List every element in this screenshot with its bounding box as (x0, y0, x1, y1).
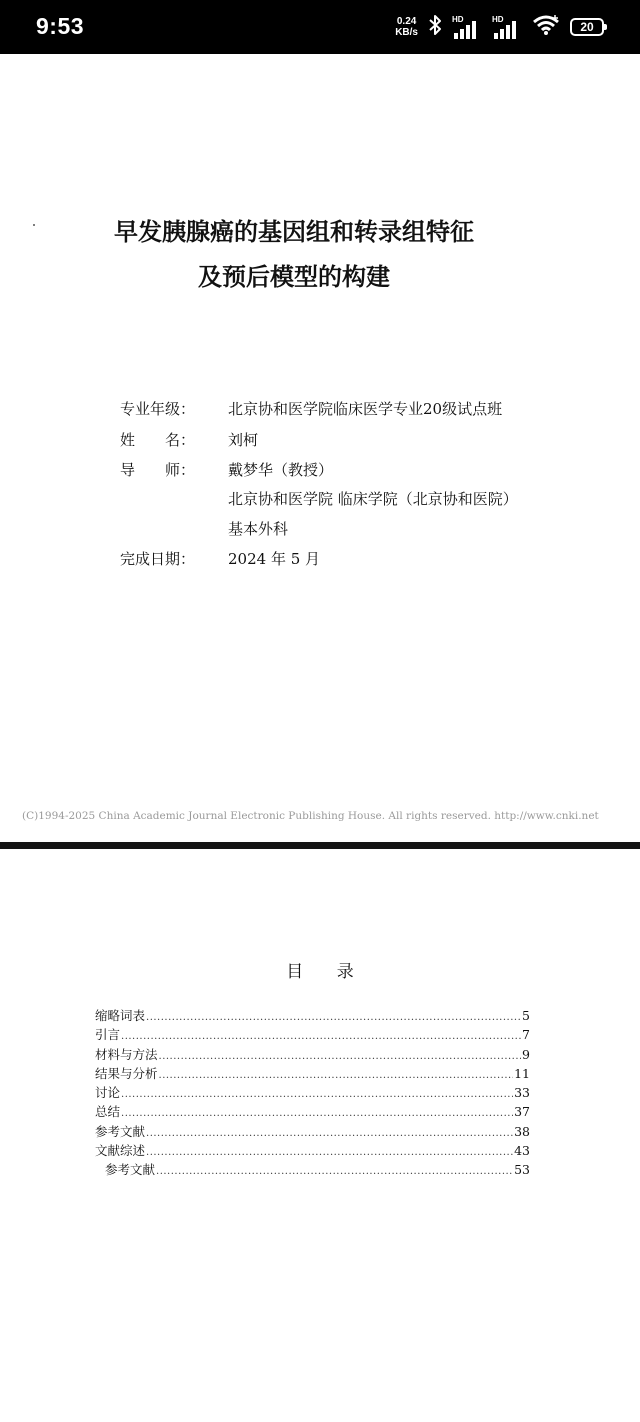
bluetooth-icon (428, 14, 442, 41)
info-value: 2024 年 5 月 (228, 550, 321, 568)
toc-entry-page: 5 (522, 1008, 530, 1023)
info-label: 姓 名： (120, 431, 196, 449)
toc-leader-dots (159, 1051, 522, 1062)
info-label: 完成日期： (120, 550, 196, 568)
toc-entry-page: 43 (514, 1143, 530, 1159)
toc-entry-label: 引言 (95, 1027, 121, 1043)
network-speed (395, 16, 418, 38)
toc-leader-dots (146, 1147, 513, 1158)
toc-entry[interactable] (95, 1006, 530, 1025)
info-value: 戴梦华（教授） (228, 461, 334, 479)
info-value: 北京协和医学院临床医学专业20级试点班 (228, 400, 503, 418)
toc-entry-label: 文献综述 (95, 1143, 146, 1159)
toc-title: 目 录 (286, 962, 368, 982)
signal-icon (452, 15, 482, 39)
toc-entry-sub[interactable] (95, 1160, 530, 1179)
hd-badge: HD (492, 15, 504, 24)
toc-entry-page: 9 (522, 1046, 530, 1062)
toc-entry-label: 参考文献 (105, 1162, 156, 1178)
toc-leader-dots (146, 1012, 521, 1023)
status-icons (395, 12, 604, 42)
hd-badge: HD (452, 15, 464, 24)
info-value: 北京协和医学院 临床学院（北京协和医院） (228, 490, 518, 508)
toc-entry-label: 总结 (95, 1104, 121, 1120)
toc-entry[interactable] (95, 1064, 530, 1083)
document-page-toc (0, 849, 640, 1422)
toc-entry-page: 53 (514, 1162, 530, 1178)
battery-icon (570, 18, 604, 36)
toc-leader-dots (121, 1031, 521, 1042)
toc-entry[interactable] (95, 1045, 530, 1064)
toc-entry-page: 38 (514, 1123, 530, 1139)
toc-leader-dots (121, 1089, 513, 1100)
info-label: 专业年级： (120, 400, 196, 418)
network-speed-value: 0.24 (396, 16, 417, 27)
toc-entry-page: 33 (514, 1085, 530, 1101)
toc-leader-dots (121, 1108, 513, 1119)
status-time: 9:53 (36, 13, 85, 39)
toc-entry[interactable] (95, 1141, 530, 1160)
toc-entry[interactable] (95, 1102, 530, 1121)
info-value: 刘柯 (228, 431, 259, 449)
network-speed-unit: KB/s (395, 27, 418, 38)
toc-entry-label: 缩略词表 (95, 1008, 146, 1023)
toc-entry[interactable] (95, 1025, 530, 1044)
info-value: 基本外科 (228, 520, 289, 538)
battery-level: 20 (580, 20, 594, 34)
toc-entry-label: 参考文献 (95, 1123, 146, 1139)
toc-entry[interactable] (95, 1083, 530, 1102)
toc-entry-page: 37 (514, 1104, 530, 1120)
toc-leader-dots (146, 1128, 513, 1139)
toc-entry-label: 材料与方法 (95, 1046, 158, 1062)
status-bar (0, 0, 640, 54)
toc-entry[interactable] (95, 1122, 530, 1141)
toc-leader-dots (159, 1070, 514, 1081)
toc-leader-dots (156, 1166, 513, 1177)
document-page-cover (0, 54, 640, 842)
toc-entry-label: 结果与分析 (95, 1065, 158, 1081)
table-of-contents (95, 1006, 530, 1180)
thesis-title-line-2: 及预后模型的构建 (198, 263, 390, 291)
page-divider (0, 842, 640, 849)
toc-entry-label: 讨论 (95, 1085, 121, 1101)
toc-entry-page: 7 (522, 1027, 530, 1043)
info-label: 导 师： (120, 461, 196, 479)
wifi-icon (532, 14, 560, 41)
thesis-title-line-1: 早发胰腺癌的基因组和转录组特征 (114, 218, 474, 246)
toc-entry-page: 11 (514, 1065, 530, 1081)
cnki-copyright: (C)1994-2025 China Academic Journal Electronic Publishing House. All rights reserved. http://www.cnki.net (22, 810, 599, 822)
signal-icon (492, 15, 522, 39)
